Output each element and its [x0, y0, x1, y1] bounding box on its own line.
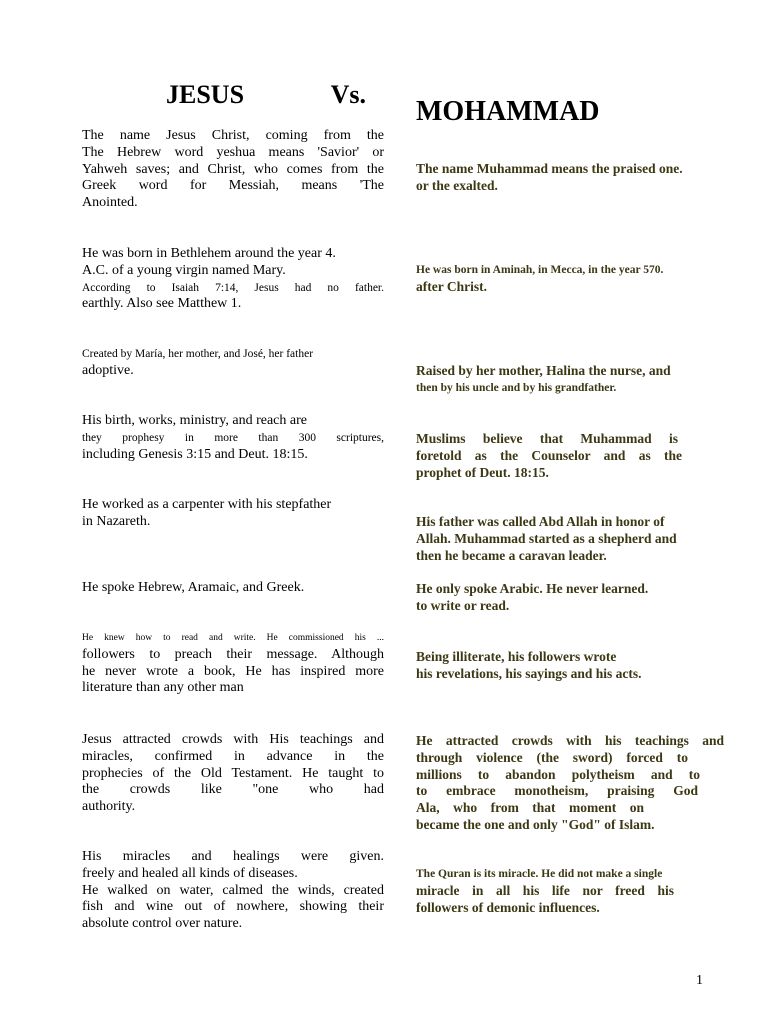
text-line: Being illiterate, his followers wrote	[416, 649, 617, 664]
text-line: He worked as a carpenter with his stepfather	[82, 497, 332, 512]
jesus-work-paragraph	[82, 497, 384, 531]
text-line: then he became a caravan leader.	[416, 547, 607, 563]
text-line: then by his uncle and by his grandfather.	[416, 381, 617, 394]
text-line: His birth, works, ministry, and reach are	[82, 413, 307, 428]
jesus-literacy-paragraph	[82, 630, 384, 697]
text-line: The Hebrew word yeshua means 'Savior' or	[82, 144, 384, 160]
text-line: Greek word for Messiah, means 'The	[82, 178, 384, 194]
text-line: to embrace monotheism, praising God	[416, 783, 698, 799]
text-line: earthly. Also see Matthew 1.	[82, 296, 242, 312]
text-line: followers of demonic influences.	[416, 899, 600, 915]
text-line: Ala, who from that moment on	[416, 800, 644, 816]
text-line: authority.	[82, 799, 136, 815]
jesus-languages-paragraph	[82, 580, 384, 597]
muhammad-name-paragraph	[416, 161, 724, 195]
text-line: Jesus attracted crowds with His teachings and	[82, 732, 384, 747]
jesus-name-paragraph	[82, 128, 384, 212]
text-line: fish and wine out of nowhere, showing their	[82, 899, 384, 915]
text-line: He spoke Hebrew, Aramaic, and Greek.	[82, 580, 305, 595]
text-line: the crowds like "one who had	[82, 782, 384, 798]
text-line: after Christ.	[416, 278, 487, 294]
muhammad-miracles-paragraph	[416, 866, 724, 916]
text-line: Muslims believe that Muhammad is	[416, 431, 678, 446]
text-line: through violence (the sword) forced to	[416, 749, 688, 765]
text-line: to write or read.	[416, 597, 510, 613]
muhammad-father-paragraph	[416, 514, 724, 564]
text-line: absolute control over nature.	[82, 916, 243, 932]
title-mohammad: MOHAMMAD	[416, 96, 600, 127]
text-line: prophet of Deut. 18:15.	[416, 464, 549, 480]
text-line: prophecies of the Old Testament. He taught to	[82, 765, 384, 781]
text-line: they prophesy in more than 300 scriptures,	[82, 431, 384, 444]
jesus-crowds-paragraph	[82, 732, 384, 816]
text-line: or the exalted.	[416, 177, 498, 193]
text-line: his revelations, his sayings and his acts.	[416, 665, 642, 681]
text-line: including Genesis 3:15 and Deut. 18:15.	[82, 446, 308, 462]
text-line: Created by María, her mother, and José, her father	[82, 348, 314, 360]
text-line: Allah. Muhammad started as a shepherd and	[416, 530, 677, 546]
muhammad-crowds-paragraph	[416, 733, 724, 834]
text-line: According to Isaiah 7:14, Jesus had no father.	[82, 281, 384, 294]
muhammad-raised-paragraph	[416, 363, 724, 397]
page-number: 1	[696, 973, 703, 988]
text-line: he never wrote a book, He has inspired more	[82, 663, 384, 679]
text-line: freely and healed all kinds of diseases.	[82, 865, 298, 881]
text-line: The name Muhammad means the praised one.	[416, 161, 683, 176]
text-line: Yahweh saves; and Christ, who comes from the	[82, 161, 384, 177]
text-line: millions to abandon polytheism and to	[416, 766, 700, 782]
text-line: in Nazareth.	[82, 513, 151, 529]
muhammad-languages-paragraph	[416, 581, 724, 615]
text-line: Raised by her mother, Halina the nurse, and	[416, 363, 671, 378]
text-line: He was born in Bethlehem around the year 4.	[82, 246, 336, 261]
jesus-miracles-paragraph	[82, 849, 384, 933]
muhammad-birth-paragraph	[416, 262, 724, 296]
text-line: The Quran is its miracle. He did not make a single	[416, 868, 663, 880]
text-line: His miracles and healings were given.	[82, 849, 384, 864]
title-jesus-vs: JESUS Vs.	[166, 80, 366, 109]
text-line: became the one and only "God" of Islam.	[416, 816, 655, 832]
text-line: followers to preach their message. Although	[82, 646, 384, 662]
text-line: He was born in Aminah, in Mecca, in the year 570.	[416, 264, 664, 276]
muhammad-prophecy-paragraph	[416, 431, 724, 481]
muhammad-literacy-paragraph	[416, 649, 724, 683]
text-line: He knew how to read and write. He commissioned his ...	[82, 633, 384, 643]
jesus-birth-paragraph	[82, 246, 384, 313]
text-line: He walked on water, calmed the winds, created	[82, 882, 384, 898]
text-line: foretold as the Counselor and as the	[416, 447, 682, 463]
text-line: adoptive.	[82, 362, 134, 378]
text-line: Anointed.	[82, 195, 138, 211]
text-line: literature than any other man	[82, 680, 244, 696]
text-line: His father was called Abd Allah in honor of	[416, 514, 665, 529]
text-line: The name Jesus Christ, coming from the	[82, 128, 384, 143]
text-line: He only spoke Arabic. He never learned.	[416, 581, 649, 596]
jesus-raised-paragraph	[82, 346, 384, 380]
text-line: A.C. of a young virgin named Mary.	[82, 262, 286, 278]
text-line: miracle in all his life nor freed his	[416, 882, 674, 898]
text-line: He attracted crowds with his teachings and	[416, 733, 724, 748]
jesus-prophecy-paragraph	[82, 413, 384, 463]
text-line: miracles, confirmed in advance in the	[82, 748, 384, 764]
